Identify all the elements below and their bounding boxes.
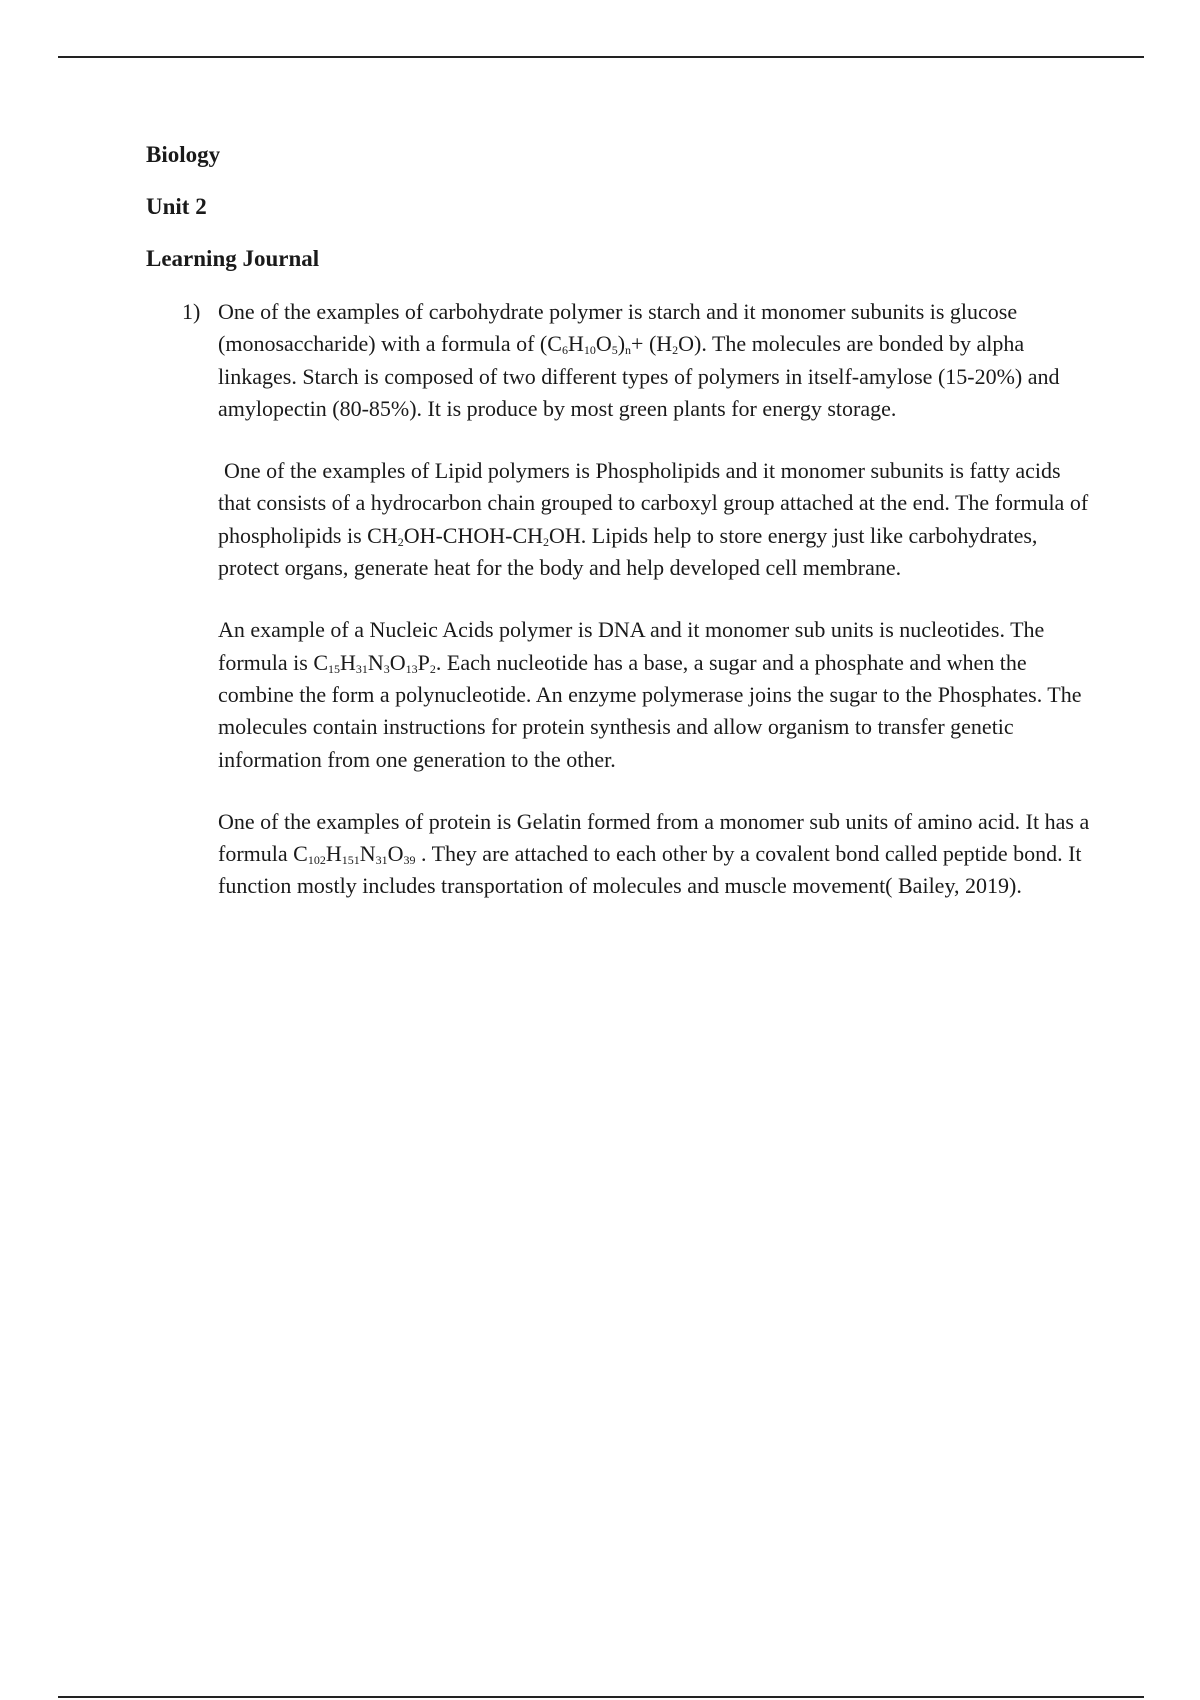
nucleic-text: An example of a Nucleic Acids polymer is DNA and it monomer sub units is nucleotides. The formula is C bbox=[218, 617, 1045, 675]
carbohydrate-paragraph bbox=[146, 296, 1094, 425]
formula-text: OH-CHOH-CH bbox=[403, 522, 544, 548]
formula-text: O bbox=[387, 841, 404, 867]
protein-text: One of the examples of protein is Gelatin formed from a monomer sub units of amino acid. It has a formula C bbox=[218, 808, 1090, 867]
nucleic-acid-paragraph bbox=[146, 614, 1094, 775]
formula-text: O bbox=[595, 331, 612, 357]
formula-text: O bbox=[389, 649, 406, 675]
formula-text: N bbox=[359, 841, 376, 867]
formula-subscript: 39 bbox=[403, 853, 416, 868]
nucleic-text: . Each nucleotide has a base, a sugar and a phosphate and when the combine the form a polynucleotide. An enzyme polymerase joins the sugar to the Phosphates. The molecules contain instructions for protein synthesis and allow organism to transfer genetic information from one generation to the other. bbox=[218, 649, 1082, 772]
formula-subscript: 2 bbox=[429, 661, 436, 676]
formula-subscript: 2 bbox=[397, 534, 404, 549]
formula-text: H bbox=[567, 331, 584, 357]
lipid-text: One of the examples of Lipid polymers is Phospholipids and it monomer subunits is fatty acids that consists of a hydrocarbon chain grouped to carboxyl group attached at the end. The formula of phospholipids is CH bbox=[218, 458, 1089, 548]
journal-document bbox=[146, 140, 1096, 933]
formula-text: P bbox=[417, 649, 430, 675]
formula-subscript: 2 bbox=[672, 343, 679, 358]
subject-heading: Biology bbox=[146, 142, 221, 167]
formula-subscript: 102 bbox=[307, 853, 326, 868]
protein-text: . They are attached to each other by a covalent bond called peptide bond. It function mostly includes transportation of molecules and muscle movement( Bailey, 2019). bbox=[218, 841, 1082, 899]
lipid-paragraph bbox=[146, 455, 1094, 584]
carbohydrate-text: One of the examples of carbohydrate polymer is starch and it monomer subunits is glucose (monosaccharide) with a formula of (C bbox=[218, 299, 1018, 357]
carbohydrate-text: O). The molecules are bonded by alpha linkages. Starch is composed of two different types of polymers in itself-amylose (15-20%) and amylopectin (80-85%). It is produce by most green plants for energy storage. bbox=[218, 331, 1060, 421]
unit-heading: Unit 2 bbox=[146, 194, 207, 219]
formula-subscript: 15 bbox=[328, 661, 340, 676]
formula-text: + (H bbox=[631, 331, 673, 357]
formula-subscript: 31 bbox=[355, 661, 368, 676]
bottom-page-rule bbox=[58, 1696, 1144, 1698]
formula-subscript: 10 bbox=[583, 343, 596, 358]
formula-text: H bbox=[325, 841, 342, 867]
formula-subscript: 13 bbox=[405, 661, 418, 676]
formula-subscript: 151 bbox=[341, 853, 360, 868]
formula-text: ) bbox=[617, 331, 626, 357]
formula-subscript: 3 bbox=[383, 661, 390, 676]
protein-paragraph bbox=[146, 806, 1094, 903]
formula-subscript: 31 bbox=[375, 853, 388, 868]
top-page-rule bbox=[58, 56, 1144, 58]
formula-subscript: n bbox=[625, 343, 632, 358]
formula-subscript: 5 bbox=[611, 343, 618, 358]
formula-subscript: 6 bbox=[561, 343, 568, 358]
formula-text: N bbox=[367, 649, 384, 675]
lipid-text: OH. Lipids help to store energy just like carbohydrates, protect organs, generate heat for the body and help developed cell membrane. bbox=[218, 522, 1038, 581]
assignment-heading: Learning Journal bbox=[146, 246, 320, 271]
list-number: 1) bbox=[182, 299, 201, 324]
formula-text: H bbox=[340, 649, 356, 675]
formula-subscript: 2 bbox=[543, 534, 550, 549]
